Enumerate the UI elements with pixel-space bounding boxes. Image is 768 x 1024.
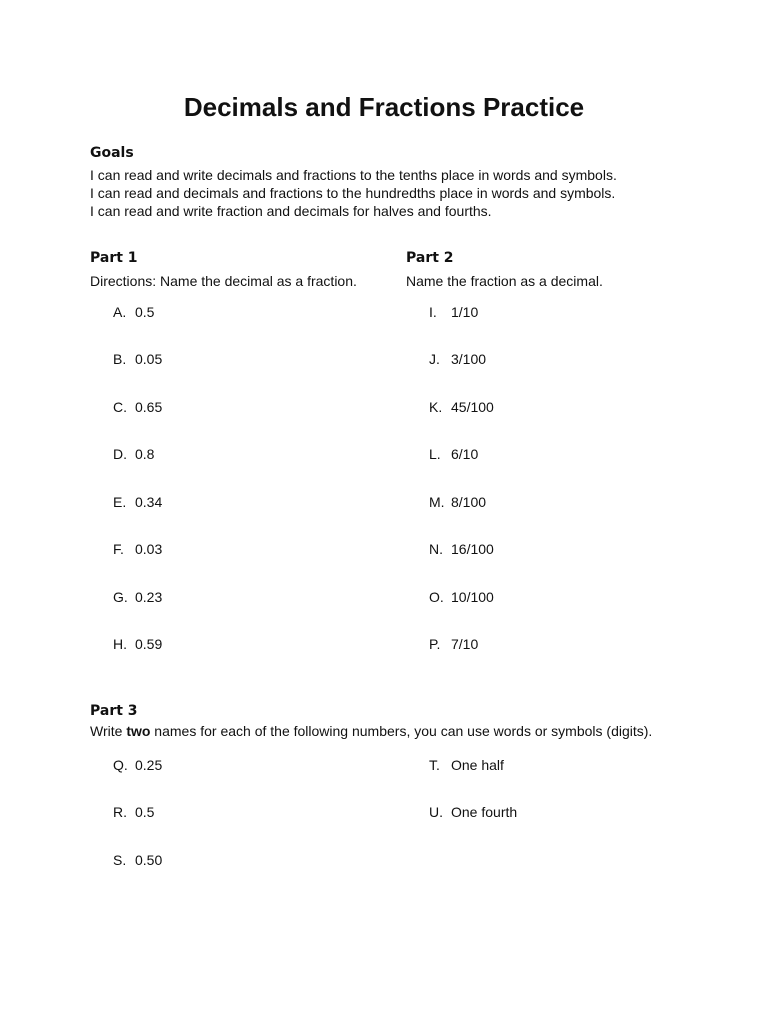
part1-item-g — [113, 589, 162, 605]
item-value: 3/100 — [451, 351, 487, 367]
goals-heading: Goals — [90, 145, 134, 161]
part3-item-q — [113, 757, 162, 773]
item-letter: L. — [429, 446, 441, 462]
item-value: 8/100 — [451, 494, 487, 510]
item-letter: R. — [113, 804, 127, 820]
item-value: 0.59 — [135, 636, 163, 652]
goal-line: I can read and write decimals and fractions to the tenths place in words and symbols. — [90, 167, 617, 183]
part2-item-j — [429, 351, 486, 367]
part1-item-b — [113, 351, 162, 367]
item-value: 0.34 — [135, 494, 163, 510]
part3-directions-start: Write — [90, 723, 127, 739]
goal-line: I can read and write fraction and decimals for halves and fourths. — [90, 203, 492, 219]
goal-line: I can read and decimals and fractions to the hundredths place in words and symbols. — [90, 185, 616, 201]
item-letter: K. — [429, 399, 443, 415]
item-letter: M. — [429, 494, 445, 510]
item-letter: A. — [113, 304, 127, 320]
item-value: One fourth — [451, 804, 518, 820]
goals-list — [90, 166, 617, 220]
item-value: 0.03 — [135, 541, 163, 557]
part1-item-e — [113, 494, 162, 510]
part1-heading: Part 1 — [90, 250, 138, 266]
item-letter: S. — [113, 852, 127, 868]
item-letter: N. — [429, 541, 443, 557]
item-letter: T. — [429, 757, 440, 773]
part3-directions — [90, 722, 652, 740]
part3-heading: Part 3 — [90, 703, 138, 719]
part2-item-n — [429, 541, 494, 557]
part3-directions-end: names for each of the following numbers, you can use words or symbols (digits). — [150, 723, 653, 739]
item-letter: U. — [429, 804, 443, 820]
item-value: 0.65 — [135, 399, 163, 415]
item-letter: B. — [113, 351, 127, 367]
item-value: 0.23 — [135, 589, 163, 605]
part3-item-s — [113, 852, 162, 868]
item-value: 1/10 — [451, 304, 479, 320]
item-letter: O. — [429, 589, 444, 605]
part2-item-m — [429, 494, 486, 510]
item-letter: C. — [113, 399, 127, 415]
part3-item-u — [429, 804, 517, 820]
item-letter: H. — [113, 636, 127, 652]
item-value: 6/10 — [451, 446, 479, 462]
part3-item-t — [429, 757, 504, 773]
item-value: 0.5 — [135, 304, 155, 320]
item-value: One half — [451, 757, 504, 773]
part1-item-h — [113, 636, 162, 652]
item-letter: J. — [429, 351, 440, 367]
page-title: Decimals and Fractions Practice — [183, 92, 585, 122]
item-letter: G. — [113, 589, 128, 605]
part2-item-l — [429, 446, 478, 462]
item-value: 0.05 — [135, 351, 163, 367]
part2-item-i — [429, 304, 478, 320]
item-letter: D. — [113, 446, 127, 462]
item-letter: Q. — [113, 757, 128, 773]
part1-item-c — [113, 399, 162, 415]
item-value: 10/100 — [451, 589, 494, 605]
item-letter: P. — [429, 636, 441, 652]
part2-directions: Name the fraction as a decimal. — [406, 273, 603, 289]
part3-directions-emphasis: two — [126, 723, 151, 739]
item-value: 0.50 — [135, 852, 163, 868]
part1-item-d — [113, 446, 154, 462]
item-value: 45/100 — [451, 399, 494, 415]
part2-item-o — [429, 589, 494, 605]
item-value: 16/100 — [451, 541, 494, 557]
item-letter: E. — [113, 494, 127, 510]
part3-item-r — [113, 804, 154, 820]
item-letter: F. — [113, 541, 124, 557]
item-value: 7/10 — [451, 636, 479, 652]
part2-heading: Part 2 — [406, 250, 454, 266]
item-value: 0.5 — [135, 804, 155, 820]
part1-directions: Directions: Name the decimal as a fraction. — [90, 273, 357, 289]
part1-item-a — [113, 304, 154, 320]
part2-item-p — [429, 636, 478, 652]
item-letter: I. — [429, 304, 437, 320]
part2-item-k — [429, 399, 494, 415]
item-value: 0.8 — [135, 446, 155, 462]
part1-item-f — [113, 541, 162, 557]
item-value: 0.25 — [135, 757, 163, 773]
